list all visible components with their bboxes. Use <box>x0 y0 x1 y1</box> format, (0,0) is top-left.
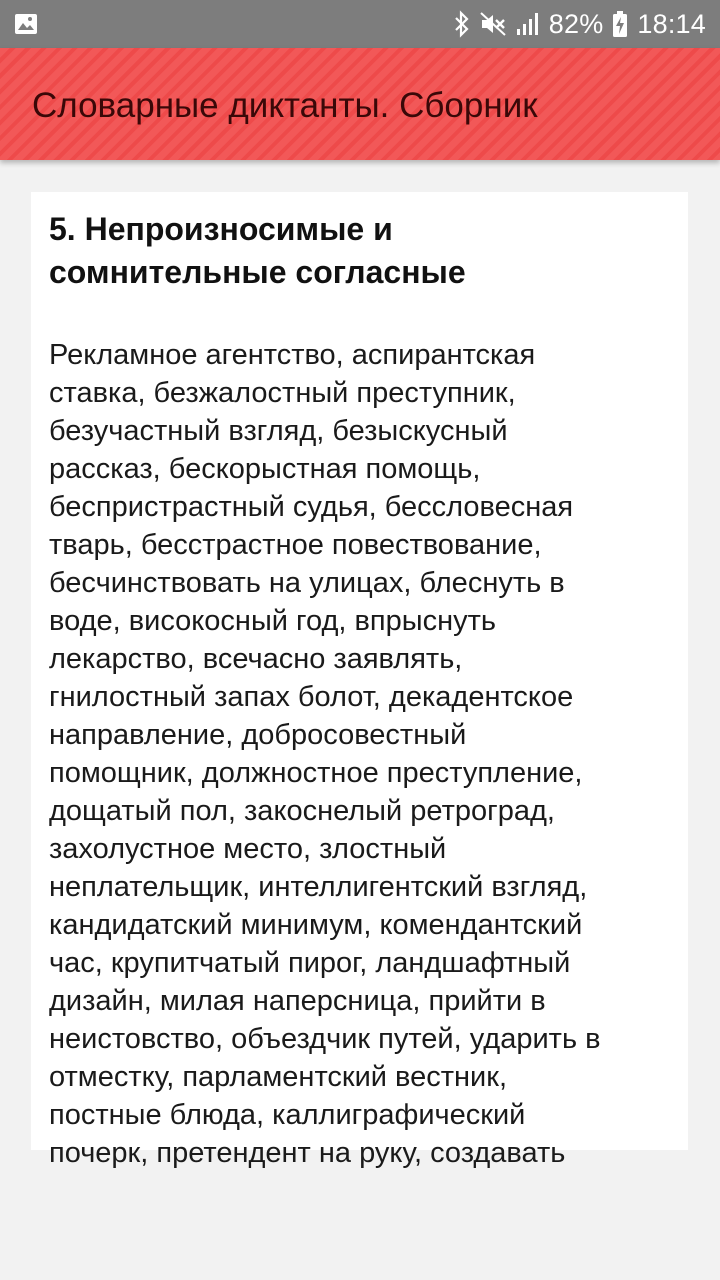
article-body: Рекламное агентство, аспирантская ставка, безжалостный преступник, безучастный взгляд, безыскусный рассказ, бескорыстная помощь, беспристрастный судья, бессловесная тварь, бесстрастное повествование, бесчинствовать на улицах, блеснуть в воде, високосный год, впрыснуть лекарство, всечасно заявлять, гнилостный запах болот, декадентское направление, добросовестный помощник, должностное преступление, дощатый пол, закоснелый ретроград, захолустное место, злостный неплательщик, интеллигентский взгляд, кандидатский минимум, комендантский час, крупитчатый пирог, ландшафтный дизайн, милая наперсница, прийти в неистовство, объездчик путей, ударить в отместку, парламентский вестник, постные блюда, каллиграфический почерк, претендент на руку, создавать <box>49 339 601 1169</box>
clock: 18:14 <box>637 8 706 39</box>
article-card[interactable] <box>31 192 688 1169</box>
battery-percent: 82% <box>548 8 604 39</box>
app-title: Словарные диктанты. Сборник <box>32 86 538 125</box>
status-icons <box>454 0 706 48</box>
battery-charging-icon <box>612 10 628 38</box>
mute-icon <box>479 11 507 37</box>
signal-icon <box>516 11 540 37</box>
article-title: 5. Непроизносимые и сомнительные согласные <box>49 211 466 290</box>
bluetooth-icon <box>454 11 470 37</box>
app-bar <box>0 48 720 160</box>
status-bar <box>0 0 720 48</box>
image-notification-icon <box>14 12 38 36</box>
